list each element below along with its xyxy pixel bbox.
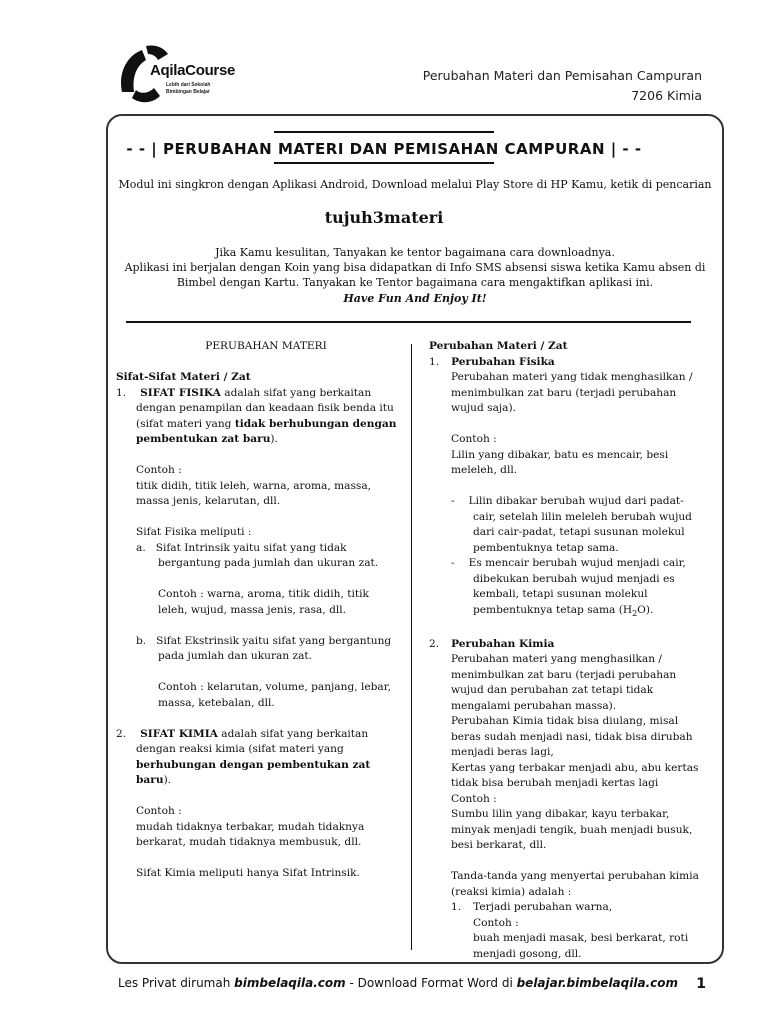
page-number: 1 — [696, 976, 706, 992]
left-subheading: Sifat-Sifat Materi / Zat — [116, 371, 251, 383]
dash-item-es: - Es mencair berubah wujud menjadi cair, — [451, 557, 686, 569]
intrinsik-item: a. Sifat Intrinsik yaitu sifat yang tidak — [136, 541, 347, 554]
ekstrinsik-item: b. Sifat Ekstrinsik yaitu sifat yang bergantung — [136, 634, 392, 647]
right-column: Perubahan Materi / Zat 1. Perubahan Fisika Perubahan materi yang tidak menghasilkan / menimbulkan zat baru (terjadi perubahan wujud saja). Contoh : Lilin yang dibakar, batu es mencair, besi meleleh, dll. - Lilin dibakar berubah wujud dari padat- cair, setelah lilin meleleh berubah wujud dari cair-padat, tetapi susunan molekul pembentuknya tetap sama. - Es mencair berubah wujud menjadi cair, dibekukan berubah wujud menjadi es kembali, tetapi susunan molekul pembentuknya tetap sama $(H_2O)$. 2. Perubahan Kimia Perubahan materi yang menghasilkan / menimbulkan zat baru (terjadi perubahan wujud dan perubahan zat tetapi tidak mengalami perubahan massa). Perubahan Kimia tidak bisa diulang, misal beras sudah menjadi nasi, tidak bisa dirubah menjadi beras lagi, Kertas yang terbakar menjadi abu, abu kertas tidak bisa berubah menjadi kertas lagi Contoh : Sumbu lilin yang dibakar, kayu terbakar, minyak menjadi tengik, buah menjadi busuk, besi berkarat, dll. Tanda-tanda yang menyertai perubahan kimia (reaksi kimia) adalah : 1. Terjadi perubahan warna, Contoh : buah menjadi masak, besi berkarat, roti menjadi gosong, dll. — [429, 339, 709, 962]
title-rule-top — [274, 131, 494, 133]
left-heading: PERUBAHAN MATERI — [205, 340, 327, 352]
logo-name: AqilaCourse — [150, 62, 236, 79]
intro-line-4: Bimbel dengan Kartu. Tanyakan ke Tentor bagaimana cara mengaktifkan aplikasi ini. — [176, 276, 654, 289]
page-header — [0, 0, 768, 108]
section-divider — [126, 321, 691, 323]
page-footer: Les Privat dirumah bimbelaqila.com - Download Format Word di belajar.bimbelaqila.com — [118, 976, 678, 990]
intro-line-1: Modul ini singkron dengan Aplikasi Android, Download melalui Play Store di HP Kamu, ketik di pencarian — [118, 178, 712, 191]
footer-link-belajar[interactable]: belajar.bimbelaqila.com — [516, 976, 678, 990]
logo-tagline: Lebih dari Sekolah Bimbingan Belajar — [166, 82, 211, 95]
sifat-kimia-item: 2. SIFAT KIMIA adalah sifat yang berkaitan — [116, 727, 369, 740]
intro-line-2: Jika Kamu kesulitan, Tanyakan ke tentor bagaimana cara downloadnya. — [215, 246, 615, 259]
left-column: PERUBAHAN MATERI Sifat-Sifat Materi / Zat 1. SIFAT FISIKA adalah sifat yang berkaitan dengan penampilan dan keadaan fisik benda itu (sifat materi yang tidak berhubungan dengan pembentukan zat baru). Contoh : titik didih, titik leleh, warna, aroma, massa, massa jenis, kelarutan, dll. Sifat Fisika meliputi : a. Sifat Intrinsik yaitu sifat yang tidak bergantung pada jumlah dan ukuran zat. Contoh : warna, aroma, titik didih, titik leleh, wujud, massa jenis, rasa, dll. b. Sifat Ekstrinsik yaitu sifat yang bergantung pada jumlah dan ukuran zat. Contoh : kelarutan, volume, panjang, lebar, massa, ketebalan, dll. 2. SIFAT KIMIA adalah sifat yang berkaitan dengan reaksi kimia (sifat materi yang berhubungan dengan pembentukan zat baru). Contoh : mudah tidaknya terbakar, mudah tidaknya berkarat, mudah tidaknya membusuk, dll. Sifat Kimia meliputi hanya Sifat Intrinsik. — [116, 339, 406, 882]
right-heading: Perubahan Materi / Zat — [429, 340, 568, 352]
sifat-fisika-item: 1. SIFAT FISIKA adalah sifat yang berkaitan — [116, 386, 372, 399]
tanda-item-1: 1. Terjadi perubahan warna, — [451, 901, 613, 914]
footer-link-bimbelaqila[interactable]: bimbelaqila.com — [234, 976, 346, 990]
intro-line-5: Have Fun And Enjoy It! — [343, 292, 487, 305]
perubahan-kimia-item: 2. Perubahan Kimia — [429, 637, 555, 650]
app-name: tujuh3materi — [324, 208, 444, 227]
perubahan-fisika-item: 1. Perubahan Fisika — [429, 355, 555, 368]
intro-line-3: Aplikasi ini berjalan dengan Koin yang bisa didapatkan di Info SMS absensi siswa ketika Kamu absen di — [124, 261, 706, 274]
dash-item-lilin: - Lilin dibakar berubah wujud dari padat- — [451, 495, 684, 507]
page-title: - - | PERUBAHAN MATERI DAN PEMISAHAN CAMPURAN | - - — [126, 140, 642, 158]
title-rule-bottom — [274, 162, 494, 164]
document-header-title: Perubahan Materi dan Pemisahan Campuran 7206 Kimia — [422, 68, 702, 103]
column-divider — [411, 344, 412, 950]
